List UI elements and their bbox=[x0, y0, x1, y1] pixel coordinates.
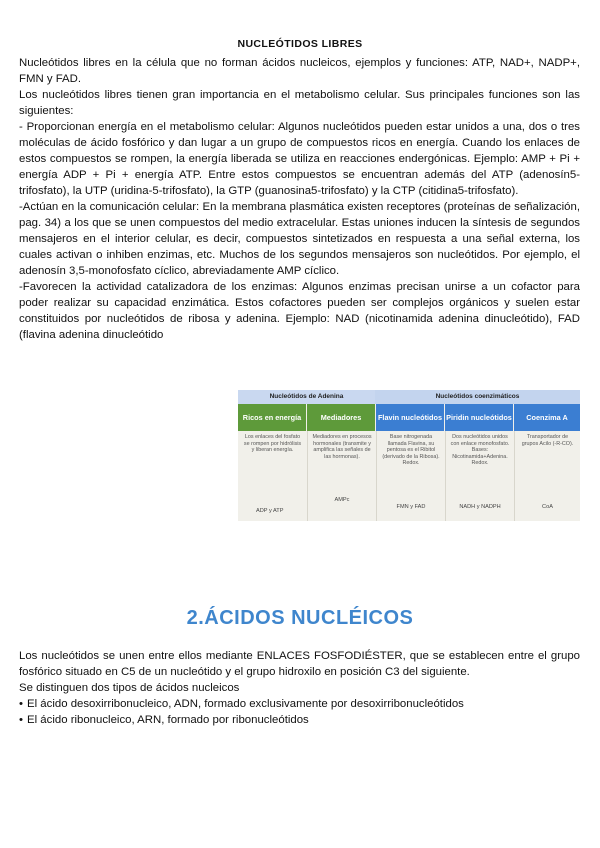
table-header-coenzimaticos: Nucleótidos coenzimáticos bbox=[375, 390, 580, 404]
bullet-icon: • bbox=[19, 714, 23, 726]
table-cell bbox=[238, 431, 307, 521]
paragraph: Los nucleótidos se unen entre ellos mediante ENLACES FOSFODIÉSTER, que se establecen entre el grupo fosfórico situado en C5 de un nucleótido y el grupo hidroxilo en posición C3 del siguiente. bbox=[19, 650, 580, 678]
cell-description: Base nitrogenada llamada Flavina, su pentosa es el Ribitol (derivado de la Ribosa). Redox. bbox=[382, 434, 440, 467]
section-body bbox=[19, 55, 580, 343]
table-cell bbox=[445, 431, 514, 521]
cell-description: Los enlaces del fosfato se rompen por hidrólisis y liberan energía. bbox=[243, 434, 302, 454]
cell-description: Transportador de grupos Acilo (-R-CO). bbox=[521, 434, 574, 447]
table-cell bbox=[514, 431, 580, 521]
paragraph: Nucleótidos libres en la célula que no forman ácidos nucleicos, ejemplos y funciones: ATP, NAD+, NADP+, FMN y FAD. bbox=[19, 57, 580, 85]
list-item-text: El ácido desoxirribonucleico, ADN, formado exclusivamente por desoxirribonucleótidos bbox=[27, 698, 464, 710]
cell-example: CoA bbox=[542, 504, 553, 511]
list-item bbox=[19, 712, 580, 728]
table-header-adenina: Nucleótidos de Adenina bbox=[238, 390, 375, 404]
cell-example: ADP y ATP bbox=[256, 508, 284, 515]
section-heading: 2.ÁCIDOS NUCLÉICOS bbox=[186, 607, 414, 629]
paragraph: - Proporcionan energía en el metabolismo celular: Algunos nucleótidos pueden estar unidos a una, dos o tres moléculas de ácido fosfórico y dan lugar a un grupo de compuestos ricos en energía. Cuando los enlaces de estos compuestos se rompen, la energía liberada se utiliza en reacciones endergónicas. Ejemplo: AMP + Pi + energía ADP + Pi + energía ATP. Entre estos compuestos se encuentran además del ATP (adenosín5-trifosfato), la UTP (uridina-5-trifosfato), la GTP (guanosina5-trifosfato) y la CTP (citidina5-trifosfato). bbox=[19, 121, 580, 197]
cell-description: Mediadores en procesos hormonales (transmite y amplifica las señales de las hormonas). bbox=[312, 434, 372, 460]
table-cell bbox=[307, 431, 376, 521]
cell-example: AMPc bbox=[334, 497, 350, 503]
bullet-icon: • bbox=[19, 698, 23, 710]
cell-example: NADH y NADPH bbox=[459, 504, 501, 511]
table-cell bbox=[376, 431, 445, 521]
paragraph: Se distinguen dos tipos de ácidos nucleicos bbox=[19, 682, 240, 694]
column-header: Flavin nucleótidos bbox=[376, 404, 444, 431]
column-header: Mediadores bbox=[307, 404, 375, 431]
paragraph: -Favorecen la actividad catalizadora de los enzimas: Algunos enzimas precisan unirse a un cofactor para poder realizar su capacidad enzimática. Estos cofactores pueden ser complejos orgánicos y suelen estar constituidos por nucleótidos de ribosa y adenina. Ejemplo: NAD (nicotinamida adenina dinucleótido), FAD (flavina adenina dinucleótido bbox=[19, 281, 580, 341]
paragraph: -Actúan en la comunicación celular: En la membrana plasmática existen receptores (proteínas de señalización, pag. 34) a los que se unen compuestos del medio extracelular. Estas uniones inducen la síntesis de segundos mensajeros en el interior celular, es decir, compuestos sintetizados en respuesta a una señal externa, los cuales activan o inhiben enzimas, etc. Muchos de los segundos mensajeros son nucleótidos. Por ejemplo, el adenosín 3,5-monofosfato cíclico, abreviadamente AMP cíclico. bbox=[19, 201, 580, 277]
section-body bbox=[19, 648, 580, 728]
column-header: Coenzima A bbox=[514, 404, 580, 431]
nucleotide-table bbox=[238, 390, 580, 521]
list-item-text: El ácido ribonucleico, ARN, formado por ribonucleótidos bbox=[27, 714, 309, 726]
list-item bbox=[19, 696, 580, 712]
column-header: Piridin nucleótidos bbox=[445, 404, 513, 431]
cell-example: FMN y FAD bbox=[396, 504, 426, 511]
section-title: NUCLEÓTIDOS LIBRES bbox=[237, 38, 363, 50]
column-header: Ricos en energía bbox=[238, 404, 306, 431]
cell-description: Dos nucleótidos unidos con enlace monofosfato. Bases: Nicotinamida+Adenina. Redox. bbox=[450, 434, 510, 467]
paragraph: Los nucleótidos libres tienen gran importancia en el metabolismo celular. Sus principales funciones son las siguientes: bbox=[19, 89, 580, 117]
